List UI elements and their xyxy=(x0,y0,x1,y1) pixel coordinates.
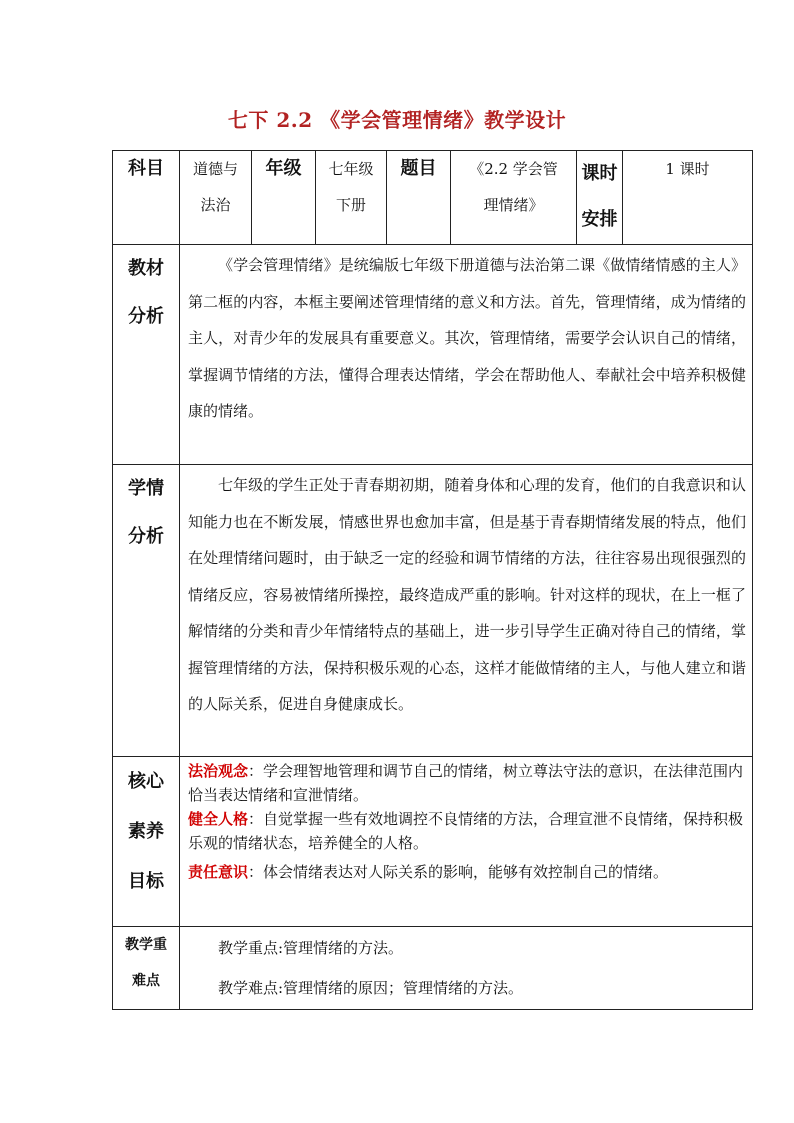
key-points-text xyxy=(180,927,753,1010)
core-goals-row xyxy=(113,757,753,927)
hours-value: 1 课时 xyxy=(623,151,753,245)
student-analysis-text: 七年级的学生正处于青春期初期，随着身体和心理的发育，他们的自我意识和认知能力也在不断发展，情感世界也愈加丰富，但是基于青春期情绪发展的特点，他们在处理情绪问题时，由于缺乏一定的经验和调节情绪的方法，往往容易出现很强烈的情绪反应，容易被情绪所操控，最终造成严重的影响。针对这样的现状，在上一框了解情绪的分类和青少年情绪特点的基础上，进一步引导学生正确对待自己的情绪，掌握管理情绪的方法，保持积极乐观的心态，这样才能做情绪的主人，与他人建立和谐的人际关系，促进自身健康成长。 xyxy=(180,465,753,757)
topic-value: 《2.2 学会管 理情绪》 xyxy=(451,151,577,245)
textbook-analysis-label: 教材 分析 xyxy=(113,245,180,465)
goal-item-responsibility: 责任意识：体会情绪表达对人际关系的影响，能够有效控制自己的情绪。 xyxy=(188,863,669,881)
teaching-difficulty: 教学难点:管理情绪的原因；管理情绪的方法。 xyxy=(218,979,524,997)
key-points-label: 教学重 难点 xyxy=(113,927,180,1010)
hours-label: 课时 安排 xyxy=(577,151,623,245)
lesson-plan-table xyxy=(112,150,753,1010)
teaching-focus: 教学重点:管理情绪的方法。 xyxy=(218,939,404,957)
grade-value: 七年级 下册 xyxy=(316,151,387,245)
core-goals-text xyxy=(180,757,753,927)
goal-item-law: 法治观念：学会理智地管理和调节自己的情绪，树立尊法守法的意识，在法律范围内恰当表达情绪和宣泄情绪。 xyxy=(188,762,744,804)
topic-label: 题目 xyxy=(387,151,451,245)
textbook-analysis-text: 《学会管理情绪》是统编版七年级下册道德与法治第二课《做情绪情感的主人》第二框的内容，本框主要阐述管理情绪的意义和方法。首先，管理情绪，成为情绪的主人，对青少年的发展具有重要意义。其次，管理情绪，需要学会认识自己的情绪，掌握调节情绪的方法，懂得合理表达情绪，学会在帮助他人、奉献社会中培养积极健康的情绪。 xyxy=(180,245,753,465)
grade-label: 年级 xyxy=(252,151,316,245)
textbook-analysis-row xyxy=(113,245,753,465)
subject-label: 科目 xyxy=(113,151,180,245)
goal-item-personality: 健全人格：自觉掌握一些有效地调控不良情绪的方法，合理宣泄不良情绪，保持积极乐观的情绪状态，培养健全的人格。 xyxy=(188,810,744,852)
header-row xyxy=(113,151,753,245)
student-analysis-row xyxy=(113,465,753,757)
subject-value: 道德与 法治 xyxy=(180,151,252,245)
page-title: 七下 2.2 《学会管理情绪》教学设计 xyxy=(227,108,567,132)
core-goals-label: 核心 素养 目标 xyxy=(113,757,180,927)
key-points-row xyxy=(113,927,753,1010)
student-analysis-label: 学情 分析 xyxy=(113,465,180,757)
